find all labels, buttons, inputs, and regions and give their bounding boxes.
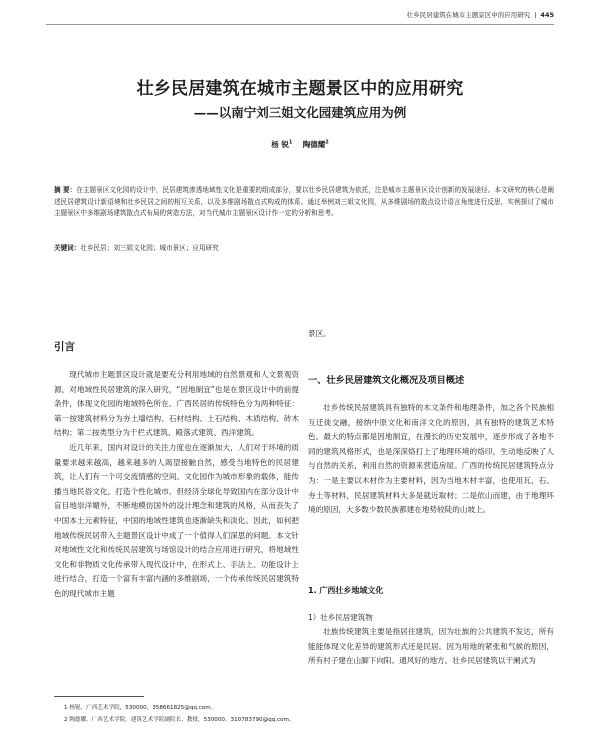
author-name: 杨 锐 bbox=[271, 140, 289, 149]
abstract-label: 摘 要： bbox=[54, 186, 77, 194]
author-footnote-mark: 2 bbox=[325, 139, 329, 146]
footnote-2: 2 陶德耀，广西艺术学院，建筑艺术学院副院长、教授，530000，310783790@qq.com。 bbox=[64, 717, 295, 723]
keywords-text: 壮乡民居；刘三姐文化园；城市景区；应用研究 bbox=[80, 244, 219, 252]
body-paragraph: 壮族传统建筑主要是指居住建筑，因为壮族的公共建筑不发达，所有能能体现文化差异的建筑形式还是民居。因为用地的紧张和气候的原因，所有村子建在山脚下向阳、通风好的地方。壮乡民居建筑以干阑式为 bbox=[308, 627, 554, 666]
author-name: 陶德耀 bbox=[302, 140, 326, 149]
paper-title: 壮乡民居建筑在城市主题景区中的应用研究 bbox=[136, 79, 464, 99]
running-head-title: 壮乡民居建筑在城市主题景区中的应用研究 bbox=[406, 11, 531, 19]
running-head-separator: | bbox=[534, 11, 537, 19]
running-head bbox=[407, 10, 554, 19]
body-paragraph: 现代城市主题景区设计就是要充分利用地域的自然景观和人文景观资源，对地域性民居建筑的深入研究，“因地制宜”也是在景区设计中的前提条件，体现文化园的地域特色所在。广西民居的传统特色分为两种特征：第一按建筑材料分为夯土墙结构、石材结构、土石结构、木质结构、砖木结构；第二按类型分为干栏式建筑、殿落式建筑、西洋建筑。 bbox=[54, 370, 299, 438]
paper-subtitle: ——以南宁刘三姐文化园建筑应用为例 bbox=[193, 105, 407, 120]
author-footnote-mark: 1 bbox=[288, 139, 293, 146]
right-column-body bbox=[308, 401, 554, 518]
left-column-body bbox=[54, 368, 299, 602]
keywords-label: 关键词： bbox=[54, 244, 81, 252]
abstract-text: 在主题景区文化园的设计中，民居建筑渗透地域性文化是重要的组成部分，要以壮乡民居建筑为依托，注是城市主题景区设计创新的发展途径。本文研究的核心是阐述民居建筑设计新语境和壮乡民居之间的相互关系，以及多维剧场散点式构成的体系。通过举例刘三姐文化园，从多维剧场的散点设计语言角度进行反思，实例探讨了城市主题景区中多维剧场建筑散点式布局的营造方法，对当代城市主题景区设计作一定的分析和思考。 bbox=[54, 186, 554, 218]
subsection-heading: 1. 广西壮乡地域文化 bbox=[308, 586, 384, 595]
body-paragraph: 近几年来，国内对设计的关注力度也在逐渐加大，人们对于环境的质量要求越来越高，越来越多的人渴望接触自然，感受当地特色的民居建筑，让人们有一个可交流情感的空间。文化园作为城市形象的载体，能传播当地民俗文化，打造个性化城市。但经济全球化导致国内在部分设计中盲目地崇洋媚外，不断地模仿国外的设计理念和建筑的风格，从而丧失了中国本土元素特征，中国的地域性建筑也逐渐缺失和淡化。因此，如何把地域传统民居带入主题景区设计中成了一个值得人们深思的问题。本文针对地域性文化和传统民居建筑与场馆设计的结合应用进行研究，将地域性文化和非物质文化传承带入现代设计中，在形式上、手法上、功能设计上进行结合，打造一个富有丰富内涵的多维剧场，一个传承传统民居建筑特色的现代城市主题 bbox=[54, 442, 299, 598]
page-number: 445 bbox=[540, 11, 554, 19]
body-paragraph: 壮乡传统民居建筑具有独特的木文条件和地理条件，加之各个民族相互迁徙交融，接纳中原文化和南洋文化的原因，具有独特的建筑艺术特色。最大的特点都是因地制宜，在漫长的历史发展中，逐步形成了各地不同的建筑风格形式，也是深深烙打上了地理环境的烙印，生动地反映了人与自然的关系，利用自然的资源来营造房屋。广西的传统民居建筑特点分为：一是主要以木材作为主要材料，因为当地木材丰富，也使用瓦、石、夯土等材料，民居建筑材料大多是就近取材；二是依山而建，由于地理环境的原因，大多数少数民族都建在地势较陡的山坡上。 bbox=[308, 403, 554, 515]
keywords bbox=[54, 243, 554, 254]
abstract bbox=[54, 185, 554, 220]
section-heading-1: 一、壮乡民居建筑文化概况及项目概述 bbox=[308, 375, 465, 386]
footnote-rule bbox=[54, 696, 144, 697]
right-column-continuation bbox=[308, 327, 554, 342]
continued-text: 景区。 bbox=[308, 329, 331, 338]
footnote-1: 1 杨锐，广西艺术学院，530000，358661825@qq.com。 bbox=[64, 705, 217, 711]
subsubsection-heading: 1）壮乡民居建筑物 bbox=[308, 613, 373, 622]
header-rule bbox=[46, 24, 554, 25]
section-heading-introduction: 引言 bbox=[54, 341, 75, 353]
right-column-body-2 bbox=[308, 625, 554, 669]
author-line bbox=[0, 139, 600, 150]
